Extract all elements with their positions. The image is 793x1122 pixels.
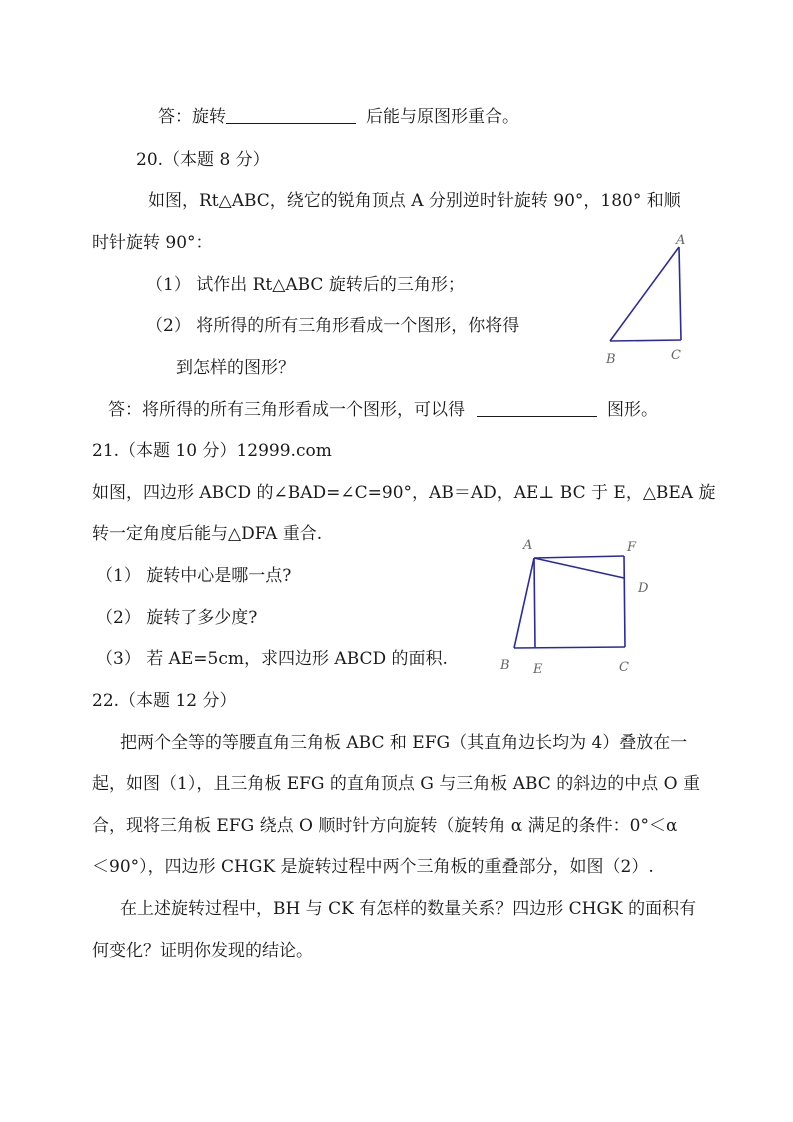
q22-line1: 把两个全等的等腰直角三角板 ABC 和 EFG（其直角边长均为 4）叠放在一 <box>120 733 688 753</box>
q20-answer <box>108 398 658 422</box>
q21-label-b: B <box>500 658 510 673</box>
q21-label-a: A <box>523 538 533 553</box>
q20-part1: （1） 试作出 Rt△ABC 旋转后的三角形； <box>146 275 465 295</box>
q20-label-c: C <box>671 348 681 363</box>
q21-segment-af <box>534 556 624 558</box>
q21-label-e: E <box>533 662 543 677</box>
q22-line3: 合，现将三角板 EFG 绕点 O 顺时针方向旋转（旋转角 α 满足的条件：0°＜α <box>92 816 678 836</box>
q21-part1: （1） 旋转中心是哪一点? <box>96 566 292 586</box>
q20-segment-ab <box>610 247 679 341</box>
q20-label-b: B <box>606 352 616 367</box>
q22-line2: 起，如图（1），且三角板 EFG 的直角顶点 G 与三角板 ABC 的斜边的中点 O 重 <box>92 774 700 794</box>
q21-segment-ad <box>534 558 624 578</box>
q20-answer-suffix: 图形。 <box>607 400 658 420</box>
q20-part2-line1: （2） 将所得的所有三角形看成一个图形，你将得 <box>146 316 520 336</box>
q21-label-d: D <box>638 581 649 596</box>
q20-header: 20.（本题 8 分） <box>136 150 270 170</box>
q21-part3: （3） 若 AE=5cm，求四边形 ABCD 的面积. <box>96 649 448 669</box>
q20-part2-line2: 到怎样的图形？ <box>176 358 295 378</box>
q22-header: 22.（本题 12 分） <box>92 691 237 711</box>
q22-line4: ＜90°），四边形 CHGK 是旋转过程中两个三角板的重叠部分，如图（2）. <box>92 857 654 877</box>
q21-segment-bc <box>514 647 625 648</box>
q21-segment-ae <box>534 558 535 648</box>
q20-segment-ac <box>679 247 681 340</box>
q21-header: 21.（本题 10 分）12999.com <box>92 441 332 461</box>
q21-segment-fc <box>624 556 625 647</box>
q21-quadrilateral-figure <box>495 530 655 680</box>
q20-segment-bc <box>610 340 681 341</box>
q20-label-a: A <box>676 233 686 248</box>
q20-stem-line1: 如图，Rt△ABC，绕它的锐角顶点 A 分别逆时针旋转 90°，180° 和顺 <box>148 191 681 211</box>
q19-answer-blank[interactable] <box>226 105 356 124</box>
q20-answer-blank[interactable] <box>477 398 597 417</box>
q21-stem-line2: 转一定角度后能与△DFA 重合. <box>92 524 323 544</box>
q21-stem-line1: 如图，四边形 ABCD 的∠BAD=∠C=90°，AB＝AD，AE⊥ BC 于 E，△BEA 旋 <box>92 483 716 503</box>
q20-triangle-figure <box>600 228 700 368</box>
q19-answer-suffix: 后能与原图形重合。 <box>366 107 519 127</box>
q21-label-c: C <box>619 660 629 675</box>
q21-label-f: F <box>627 540 637 555</box>
q19-answer-prefix: 答：旋转 <box>158 107 226 127</box>
q21-part2: （2） 旋转了多少度? <box>96 608 258 628</box>
q22-line5: 在上述旋转过程中，BH 与 CK 有怎样的数量关系？四边形 CHGK 的面积有 <box>120 899 697 919</box>
q20-answer-prefix: 答：将所得的所有三角形看成一个图形，可以得 <box>108 400 465 420</box>
q19-answer <box>158 105 519 129</box>
q21-segment-ab <box>514 558 534 648</box>
q20-stem-line2: 时针旋转 90°： <box>92 233 213 253</box>
q22-line6: 何变化？证明你发现的结论。 <box>92 941 313 961</box>
